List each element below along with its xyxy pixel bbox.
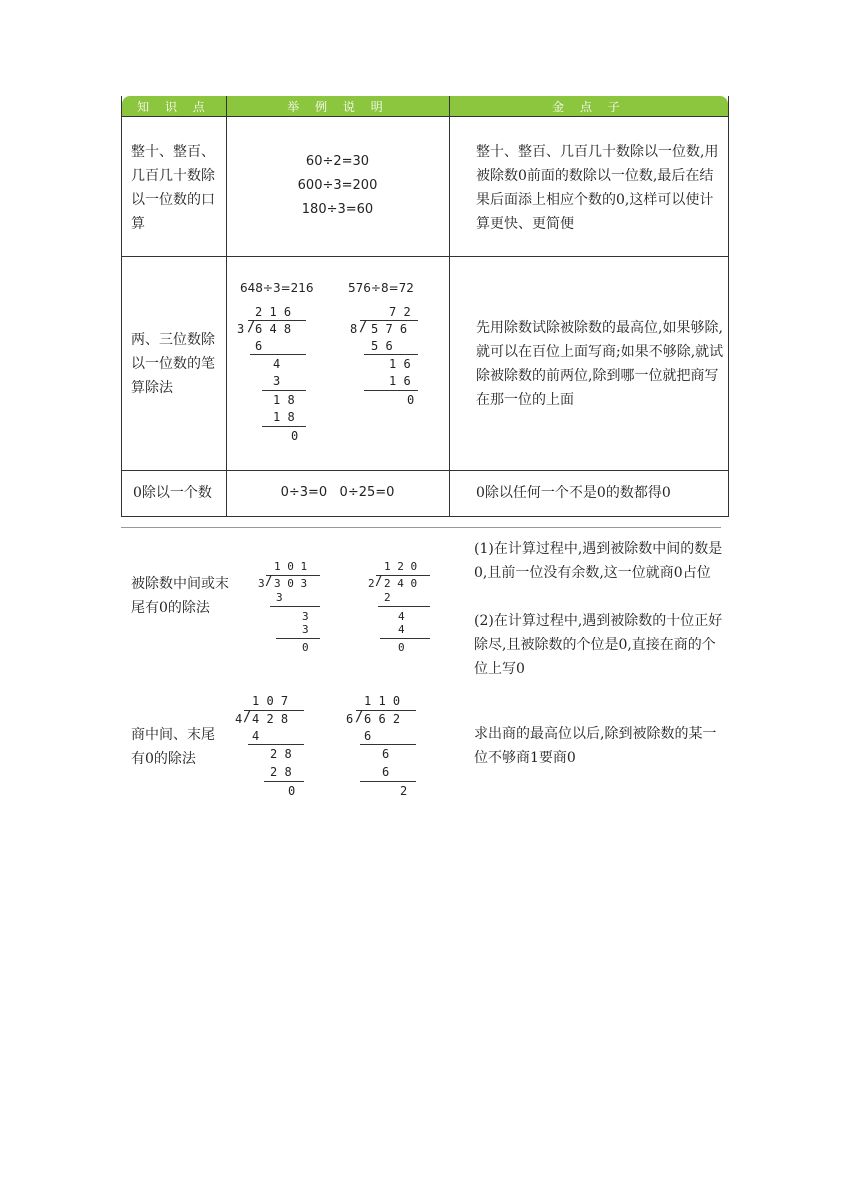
dividend: 2 4 0 xyxy=(384,577,418,590)
divisor: 3 xyxy=(237,322,245,336)
divisor: 2 xyxy=(368,577,375,590)
step: 1 8 xyxy=(273,410,295,424)
quotient: 1 1 0 xyxy=(364,694,401,708)
section1-tip-2: (2)在计算过程中,遇到被除数的十位正好除尽,且被除数的个位是0,直接在商的个位上写0 xyxy=(474,613,723,677)
divisor: 8 xyxy=(350,322,358,336)
bracket-icon: / xyxy=(265,574,273,589)
row3-tip: 0除以任何一个不是0的数都得0 xyxy=(476,485,671,501)
divisor: 6 xyxy=(346,712,354,726)
step: 1 6 xyxy=(389,374,411,388)
step: 6 xyxy=(255,339,263,353)
header-examples: 举 例 说 明 xyxy=(227,96,449,116)
header-tips: 金 点 子 xyxy=(450,96,728,116)
row1-example-2: 600÷3=200 xyxy=(297,178,378,193)
header-knowledge-point: 知 识 点 xyxy=(122,96,226,116)
section1-tip-1: (1)在计算过程中,遇到被除数中间的数是0,且前一位没有余数,这一位就商0占位 xyxy=(474,541,723,581)
step: 4 xyxy=(398,623,405,636)
step: 0 xyxy=(398,641,405,654)
bracket-icon: / xyxy=(355,709,364,725)
dividend: 6 6 2 xyxy=(364,712,401,726)
step: 6 xyxy=(364,729,372,743)
bracket-icon: / xyxy=(243,709,252,725)
step: 3 xyxy=(302,610,309,623)
quotient: 7 2 xyxy=(389,305,411,319)
step: 0 xyxy=(302,641,309,654)
step: 6 xyxy=(382,747,390,761)
step: 1 6 xyxy=(389,357,411,371)
dividend: 5 7 6 xyxy=(371,322,408,336)
row3-topic: 0除以一个数 xyxy=(133,485,212,501)
step: 6 xyxy=(382,765,390,779)
step: 2 8 xyxy=(270,765,292,779)
quotient: 2 1 6 xyxy=(255,305,292,319)
row2-example-title-2: 576÷8=72 xyxy=(348,281,414,295)
row3-examples: 0÷3=0 0÷25=0 xyxy=(280,485,395,500)
quotient: 1 0 1 xyxy=(274,560,308,573)
step: 3 xyxy=(302,623,309,636)
row1-example-1: 60÷2=30 xyxy=(305,154,370,169)
step: 2 xyxy=(400,784,408,798)
step: 2 xyxy=(384,591,391,604)
section1-topic: 被除数中间或末尾有0的除法 xyxy=(131,576,229,616)
bracket-icon: / xyxy=(247,319,256,335)
row2-topic: 两、三位数除以一位数的笔算除法 xyxy=(131,332,215,396)
section2-topic: 商中间、末尾有0的除法 xyxy=(131,727,215,767)
step: 4 xyxy=(252,729,260,743)
bracket-icon: / xyxy=(375,574,383,589)
quotient: 1 0 7 xyxy=(252,694,289,708)
step: 4 xyxy=(398,610,405,623)
quotient: 1 2 0 xyxy=(384,560,418,573)
section2-tip: 求出商的最高位以后,除到被除数的某一位不够商1要商0 xyxy=(474,726,717,766)
step: 3 xyxy=(276,591,283,604)
dividend: 3 0 3 xyxy=(274,577,308,590)
step: 3 xyxy=(273,374,281,388)
divisor: 3 xyxy=(258,577,265,590)
step: 4 xyxy=(273,357,281,371)
row2-tip: 先用除数试除被除数的最高位,如果够除,就可以在百位上面写商;如果不够除,就试除被除数的前两位,除到哪一位就把商写在那一位的上面 xyxy=(476,320,724,408)
step: 5 6 xyxy=(371,339,393,353)
dividend: 6 4 8 xyxy=(255,322,292,336)
row1-topic: 整十、整百、几百几十数除以一位数的口算 xyxy=(131,144,215,232)
row2-example-title-1: 648÷3=216 xyxy=(240,281,314,295)
step: 1 8 xyxy=(273,393,295,407)
step: 0 xyxy=(288,784,296,798)
bracket-icon: / xyxy=(359,319,368,335)
row1-tip: 整十、整百、几百几十数除以一位数,用被除数0前面的数除以一位数,最后在结果后面添上相应个数的0,这样可以使计算更快、更简便 xyxy=(476,144,719,232)
section-divider xyxy=(121,527,721,528)
dividend: 4 2 8 xyxy=(252,712,289,726)
divisor: 4 xyxy=(235,712,243,726)
row1-example-3: 180÷3=60 xyxy=(301,202,374,217)
step: 2 8 xyxy=(270,747,292,761)
step: 0 xyxy=(291,429,299,443)
step: 0 xyxy=(407,393,415,407)
